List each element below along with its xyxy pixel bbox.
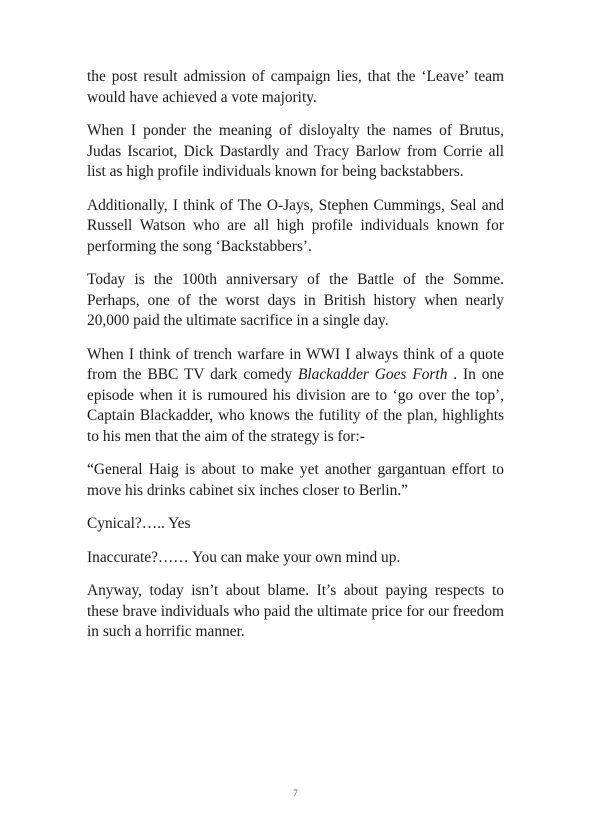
haig-quote: “General Haig is about to make yet another gargantuan effort to move his drinks cabinet six inches closer to Berlin.” (87, 461, 504, 499)
paragraph-closing: Anyway, today isn’t about blame. It’s about paying respects to these brave individuals who paid the ultimate price for our freedom in such a horrific manner. (87, 582, 504, 640)
blackadder-intro-text: When I think of trench warfare in WWI I always think of a quote from the BBC TV dark comedy (87, 345, 504, 383)
blackadder-rest-text: . In one episode when it is rumoured his division are to ‘go over the top’, Captain Blackadder, who knows the futility of the plan, highlights to his men that the aim of the strategy is for:- (87, 366, 504, 445)
paragraph-somme: Today is the 100th anniversary of the Battle of the Somme. Perhaps, one of the worst days in British history when nearly 20,000 paid the ultimate sacrifice in a single day. (87, 271, 504, 329)
cynical-line: Cynical?….. Yes (87, 515, 191, 532)
body-text (87, 67, 504, 656)
paragraph-blackadder (87, 345, 504, 448)
paragraph-leave-vote: the post result admission of campaign lies, that the ‘Leave’ team would have achieved a vote majority. (87, 68, 504, 106)
inaccurate-line: Inaccurate?…… You can make your own mind up. (87, 548, 401, 566)
paragraph-disloyalty: When I ponder the meaning of disloyalty the names of Brutus, Judas Iscariot, Dick Dastardly and Tracy Barlow from Corrie all list as high profile individuals known for being backstabbers. (87, 122, 504, 180)
blackadder-title: Blackadder Goes Forth (297, 366, 448, 383)
paragraph-backstabbers-song: Additionally, I think of The O-Jays, Stephen Cummings, Seal and Russell Watson who are all high profile individuals known for performing the song ‘Backstabbers’. (87, 196, 504, 255)
page-number: 7 (293, 788, 298, 798)
